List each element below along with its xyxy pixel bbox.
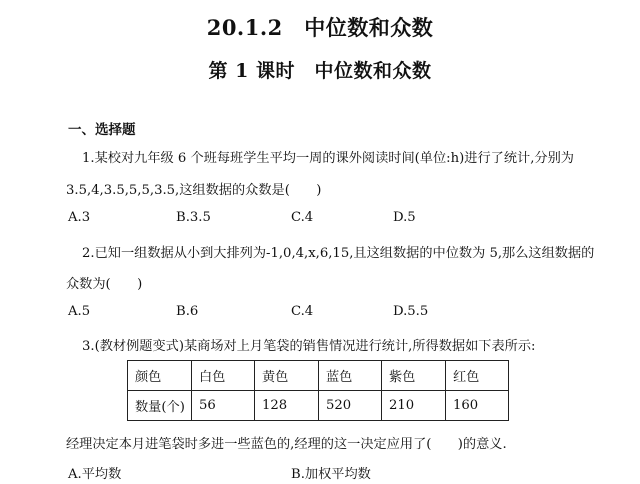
- question-1-line-1: 1.某校对九年级 6 个班每班学生平均一周的课外阅读时间(单位:h)进行了统计,分别为: [82, 151, 574, 166]
- question-2-option-b: B.6: [176, 304, 199, 319]
- table-cell: 56: [192, 391, 255, 421]
- table-cell: 红色: [446, 361, 509, 391]
- question-1-option-a: A.3: [68, 210, 91, 225]
- lesson-subtitle: 第 1 课时 中位数和众数: [208, 60, 432, 82]
- table-cell: 黄色: [255, 361, 319, 391]
- sales-table: [127, 360, 509, 421]
- question-3-line-1: 3.(教材例题变式)某商场对上月笔袋的销售情况进行统计,所得数据如下表所示:: [82, 339, 536, 354]
- question-2-option-a: A.5: [68, 304, 91, 319]
- question-2-option-d: D.5.5: [393, 304, 429, 319]
- table-cell: 白色: [192, 361, 255, 391]
- question-3-line-2: 经理决定本月进笔袋时多进一些蓝色的,经理的这一决定应用了( )的意义.: [66, 437, 507, 452]
- question-1-option-d: D.5: [393, 210, 416, 225]
- table-cell: 蓝色: [319, 361, 382, 391]
- page-title: 20.1.2 中位数和众数: [206, 15, 434, 40]
- table-row: [128, 361, 509, 391]
- table-cell: 160: [446, 391, 509, 421]
- question-2-line-1: 2.已知一组数据从小到大排列为-1,0,4,x,6,15,且这组数据的中位数为 5,那么这组数据的: [82, 246, 595, 261]
- question-2-line-2: 众数为( ): [66, 277, 143, 292]
- table-cell: 128: [255, 391, 319, 421]
- section-heading: 一、选择题: [68, 122, 136, 138]
- question-2-option-c: C.4: [291, 304, 314, 319]
- question-3-option-b: B.加权平均数: [291, 467, 371, 482]
- table-cell: 数量(个): [128, 391, 192, 421]
- table-cell: 颜色: [128, 361, 192, 391]
- table-row: [128, 391, 509, 421]
- question-1-option-c: C.4: [291, 210, 314, 225]
- table-cell: 210: [382, 391, 446, 421]
- question-1-line-2: 3.5,4,3.5,5,5,3.5,这组数据的众数是( ): [66, 183, 322, 198]
- table-cell: 520: [319, 391, 382, 421]
- question-3-option-a: A.平均数: [68, 467, 122, 482]
- question-1-option-b: B.3.5: [176, 210, 211, 225]
- table-cell: 紫色: [382, 361, 446, 391]
